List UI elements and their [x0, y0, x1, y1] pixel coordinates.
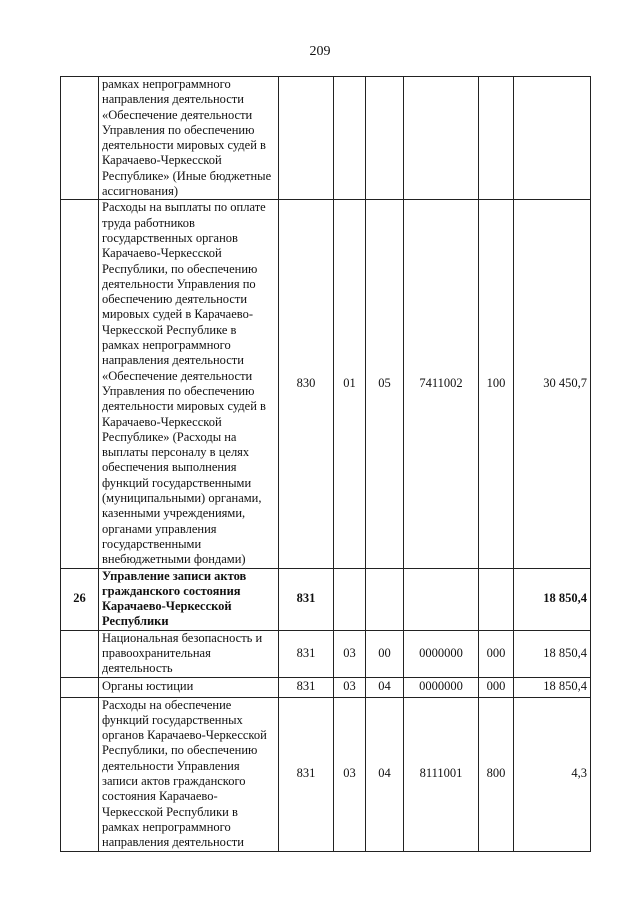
target-article-code: 0000000	[404, 630, 479, 677]
row-number	[61, 630, 99, 677]
subsection-code	[366, 568, 404, 630]
table-row	[61, 568, 591, 630]
amount: 18 850,4	[514, 568, 591, 630]
table-row	[61, 630, 591, 677]
ministry-code: 831	[279, 630, 334, 677]
row-description: Расходы на выплаты по оплате труда работников государственных органов Карачаево-Черкесской Республики, по обеспечению деятельности Управления по обеспечению деятельности мировых судей в Карачаево-Черкесской Республике в рамках непрограммного направления деятельности «Обеспечение деятельности Управления по обеспечению деятельности мировых судей в Карачаево-Черкесской Республике» (Расходы на выплаты персоналу в целях обеспечения выполнения функций государственными (муниципальными) органами, казенными учреждениями, органами управления государственными внебюджетными фондами)	[99, 200, 279, 568]
expense-type-code: 000	[479, 630, 514, 677]
ministry-code: 831	[279, 568, 334, 630]
budget-table	[60, 76, 591, 852]
ministry-code: 830	[279, 200, 334, 568]
target-article-code: 0000000	[404, 677, 479, 697]
section-code	[334, 77, 366, 200]
amount: 30 450,7	[514, 200, 591, 568]
section-code: 03	[334, 677, 366, 697]
table-row	[61, 77, 591, 200]
table-row	[61, 677, 591, 697]
target-article-code	[404, 77, 479, 200]
ministry-code	[279, 77, 334, 200]
row-description: Органы юстиции	[99, 677, 279, 697]
row-description: рамках непрограммного направления деятельности «Обеспечение деятельности Управления по обеспечению деятельности мировых судей в Карачаево-Черкесской Республике» (Иные бюджетные ассигнования)	[99, 77, 279, 200]
expense-type-code: 000	[479, 677, 514, 697]
expense-type-code: 100	[479, 200, 514, 568]
amount: 18 850,4	[514, 677, 591, 697]
expense-type-code	[479, 77, 514, 200]
section-code	[334, 568, 366, 630]
section-code: 03	[334, 630, 366, 677]
section-code: 03	[334, 697, 366, 851]
ministry-code: 831	[279, 677, 334, 697]
subsection-code	[366, 77, 404, 200]
row-description: Расходы на обеспечение функций государственных органов Карачаево-Черкесской Республики, по обеспечению деятельности Управления записи актов гражданского состояния Карачаево-Черкесской Республики в рамках непрограммного направления деятельности	[99, 697, 279, 851]
amount: 4,3	[514, 697, 591, 851]
subsection-code: 05	[366, 200, 404, 568]
row-description: Национальная безопасность и правоохранительная деятельность	[99, 630, 279, 677]
expense-type-code	[479, 568, 514, 630]
amount	[514, 77, 591, 200]
row-number: 26	[61, 568, 99, 630]
target-article-code	[404, 568, 479, 630]
row-number	[61, 200, 99, 568]
page-number: 209	[309, 44, 331, 59]
row-description: Управление записи актов гражданского состояния Карачаево-Черкесской Республики	[99, 568, 279, 630]
subsection-code: 04	[366, 677, 404, 697]
target-article-code: 8111001	[404, 697, 479, 851]
target-article-code: 7411002	[404, 200, 479, 568]
row-number	[61, 77, 99, 200]
table-row	[61, 697, 591, 851]
expense-type-code: 800	[479, 697, 514, 851]
ministry-code: 831	[279, 697, 334, 851]
row-number	[61, 677, 99, 697]
section-code: 01	[334, 200, 366, 568]
table-row	[61, 200, 591, 568]
amount: 18 850,4	[514, 630, 591, 677]
subsection-code: 04	[366, 697, 404, 851]
row-number	[61, 697, 99, 851]
subsection-code: 00	[366, 630, 404, 677]
